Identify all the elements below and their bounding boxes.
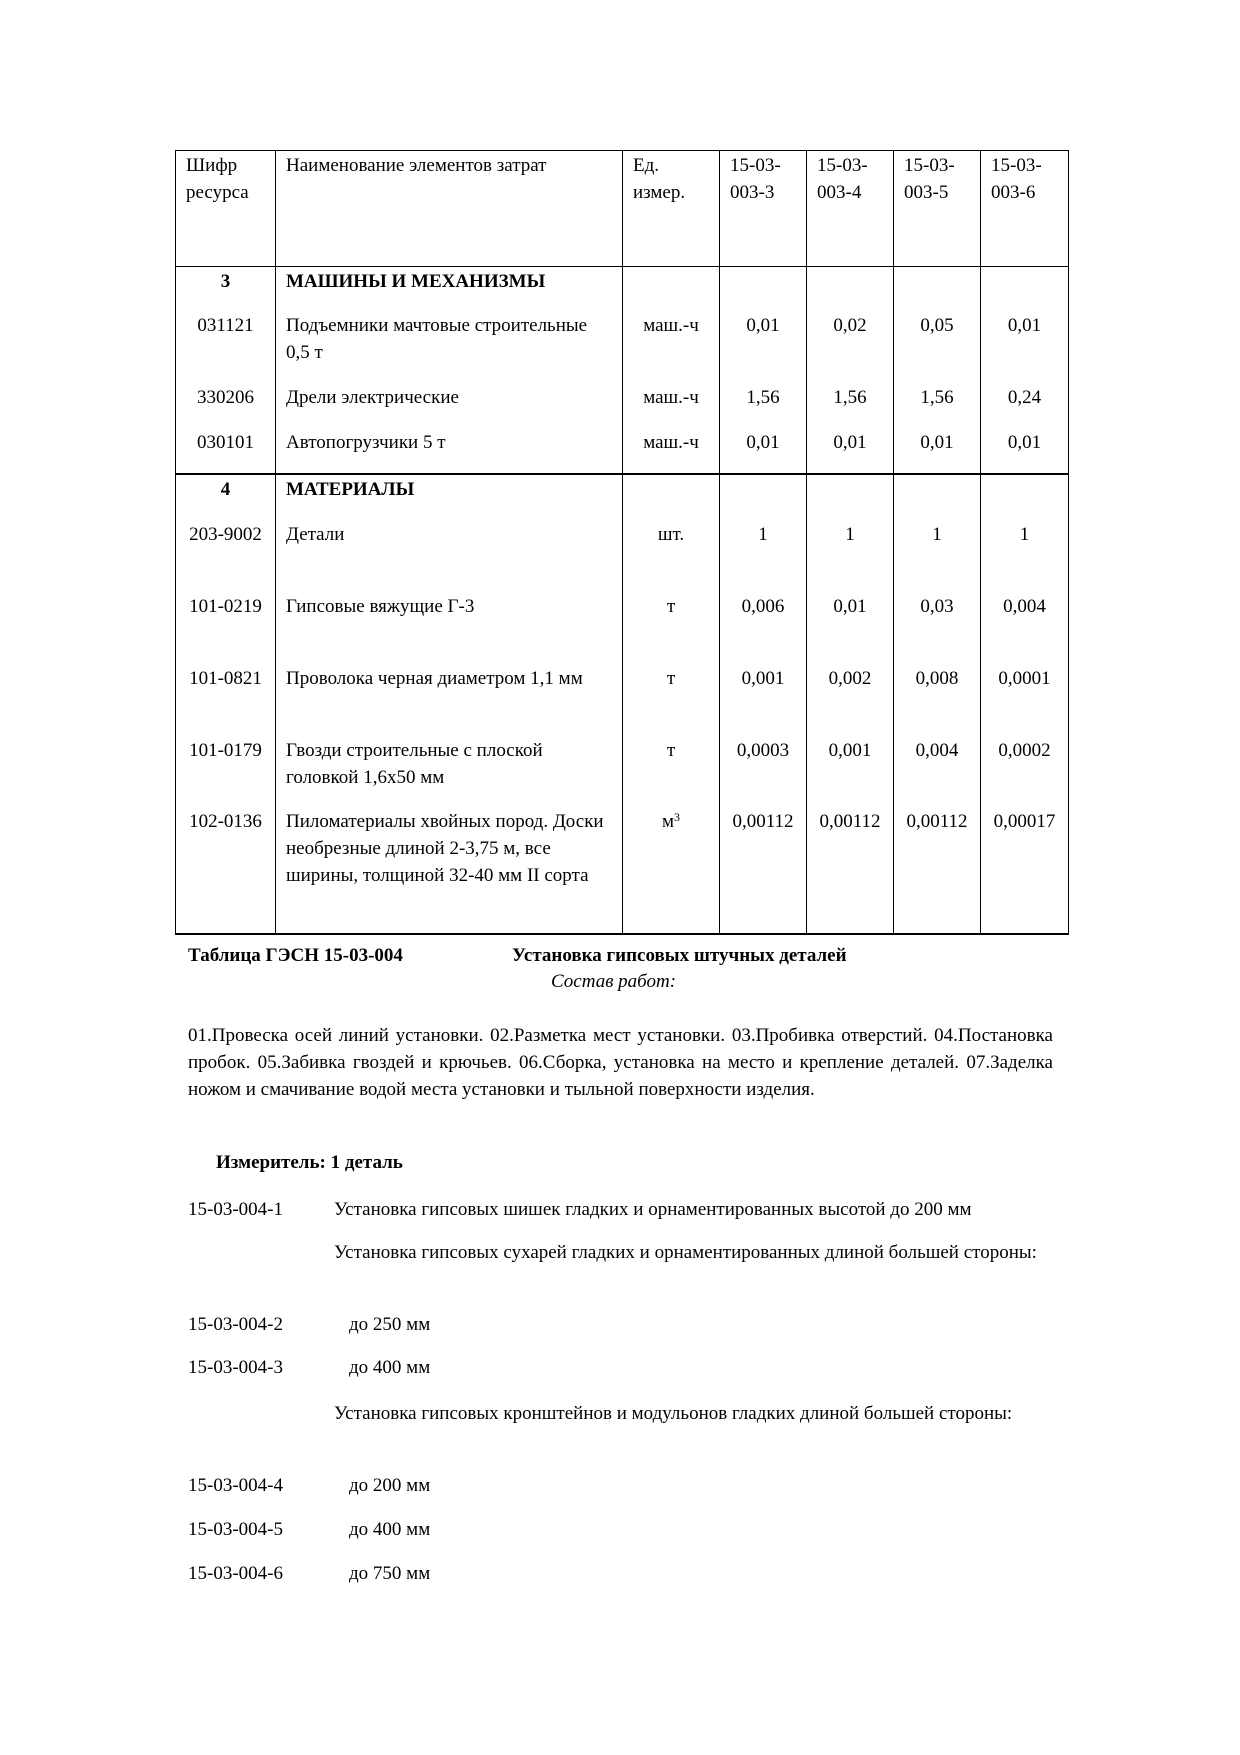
item-text: до 400 мм [349, 1357, 431, 1378]
value-cell: 0,01 [807, 428, 894, 474]
table-header-row [176, 151, 1069, 267]
value-cell: 0,00112 [894, 807, 981, 934]
resource-code: 101-0179 [176, 735, 276, 807]
value-cell: 0,0003 [720, 735, 807, 807]
value-cell: 0,0002 [981, 735, 1069, 807]
value-cell: 0,00112 [807, 807, 894, 934]
resource-name: Автопогрузчики 5 т [276, 428, 623, 474]
table-row [176, 807, 1069, 934]
value-cell: 1,56 [720, 383, 807, 428]
table-row [176, 591, 1069, 663]
value-cell: 0,02 [807, 311, 894, 383]
resource-unit: т [623, 591, 720, 663]
resources-table [175, 150, 1069, 935]
resource-unit: т [623, 663, 720, 735]
header-cell: Наименование элементов затрат [276, 151, 623, 267]
value-cell: 0,01 [981, 428, 1069, 474]
item-code: 15-03-004-1 [188, 1199, 283, 1220]
resource-unit: маш.-ч [623, 383, 720, 428]
table-label: Таблица ГЭСН 15-03-004 [188, 945, 403, 966]
value-cell: 1 [720, 519, 807, 591]
works-description: 01.Провеска осей линий установки. 02.Разметка мест установки. 03.Пробивка отверстий. 04.Постановка пробок. 05.Забивка гвоздей и крючьев. 06.Сборка, установка на место и крепление деталей. 07.Заделка ножом и смачивание водой места установки и тыльной поверхности изделия. [188, 1025, 1053, 1100]
value-cell: 1 [807, 519, 894, 591]
item-code: 15-03-004-6 [188, 1563, 283, 1584]
value-cell: 0,001 [807, 735, 894, 807]
section-row [176, 474, 1069, 519]
measure-unit: Измеритель: 1 деталь [216, 1152, 403, 1173]
section-title: Установка гипсовых штучных деталей [512, 945, 847, 966]
table-row [176, 311, 1069, 383]
header-cell: Шифр ресурса [176, 151, 276, 267]
resource-code: 102-0136 [176, 807, 276, 934]
table-row [176, 383, 1069, 428]
value-cell: 0,05 [894, 311, 981, 383]
item-code: 15-03-004-3 [188, 1357, 283, 1378]
section-row [176, 267, 1069, 312]
unit-superscript: 3 [674, 810, 681, 824]
value-cell: 0,00112 [720, 807, 807, 934]
resource-name: Подъемники мачтовые строительные 0,5 т [276, 311, 623, 383]
resource-unit: шт. [623, 519, 720, 591]
value-cell: 0,01 [894, 428, 981, 474]
section-number: 3 [176, 267, 276, 312]
resource-unit: т [623, 735, 720, 807]
value-cell: 0,24 [981, 383, 1069, 428]
table-row [176, 663, 1069, 735]
resource-code: 203-9002 [176, 519, 276, 591]
resource-name: Дрели электрические [276, 383, 623, 428]
table-row [176, 735, 1069, 807]
value-cell: 0,01 [981, 311, 1069, 383]
value-cell: 0,006 [720, 591, 807, 663]
section-subtitle: Состав работ: [551, 971, 677, 992]
section-number: 4 [176, 474, 276, 519]
value-cell: 0,01 [720, 311, 807, 383]
resource-code: 330206 [176, 383, 276, 428]
value-cell: 1 [981, 519, 1069, 591]
item-code: 15-03-004-5 [188, 1519, 283, 1540]
table-row [176, 428, 1069, 474]
value-cell: 0,00017 [981, 807, 1069, 934]
item-text: до 200 мм [349, 1475, 431, 1496]
item-code: 15-03-004-4 [188, 1475, 283, 1496]
resource-name: Пиломатериалы хвойных пород. Доски необрезные длиной 2-3,75 м, все ширины, толщиной 32-40 мм II сорта [276, 807, 623, 934]
value-cell: 1,56 [807, 383, 894, 428]
item-text: до 250 мм [349, 1314, 431, 1335]
item-text: Установка гипсовых шишек гладких и орнаментированных высотой до 200 мм [334, 1199, 972, 1220]
value-cell: 0,001 [720, 663, 807, 735]
resource-code: 101-0821 [176, 663, 276, 735]
header-cell: Ед. измер. [623, 151, 720, 267]
value-cell: 0,03 [894, 591, 981, 663]
table-row [176, 519, 1069, 591]
value-cell: 0,008 [894, 663, 981, 735]
header-cell: 15-03-003-3 [720, 151, 807, 267]
value-cell: 0,004 [981, 591, 1069, 663]
value-cell: 1,56 [894, 383, 981, 428]
header-cell: 15-03-003-6 [981, 151, 1069, 267]
resource-name: Детали [276, 519, 623, 591]
value-cell: 0,002 [807, 663, 894, 735]
item-text: Установка гипсовых сухарей гладких и орнаментированных длиной большей стороны: [334, 1242, 1037, 1263]
resource-unit: $м^3$ [623, 807, 720, 934]
resource-name: Гвозди строительные с плоской головкой 1,6х50 мм [276, 735, 623, 807]
header-cell: 15-03-003-5 [894, 151, 981, 267]
resource-code: 030101 [176, 428, 276, 474]
resource-unit: маш.-ч [623, 311, 720, 383]
value-cell: 0,01 [807, 591, 894, 663]
resource-code: 101-0219 [176, 591, 276, 663]
item-text: Установка гипсовых кронштейнов и модульонов гладких длиной большей стороны: [334, 1403, 1013, 1424]
resource-name: Гипсовые вяжущие Г-3 [276, 591, 623, 663]
resource-unit: маш.-ч [623, 428, 720, 474]
item-text: до 400 мм [349, 1519, 431, 1540]
resource-code: 031121 [176, 311, 276, 383]
value-cell: 0,0001 [981, 663, 1069, 735]
item-code: 15-03-004-2 [188, 1314, 283, 1335]
value-cell: 1 [894, 519, 981, 591]
item-text: до 750 мм [349, 1563, 431, 1584]
value-cell: 0,01 [720, 428, 807, 474]
section-title: МАШИНЫ И МЕХАНИЗМЫ [276, 267, 623, 312]
value-cell: 0,004 [894, 735, 981, 807]
resource-name: Проволока черная диаметром 1,1 мм [276, 663, 623, 735]
section-title: МАТЕРИАЛЫ [276, 474, 623, 519]
header-cell: 15-03-003-4 [807, 151, 894, 267]
